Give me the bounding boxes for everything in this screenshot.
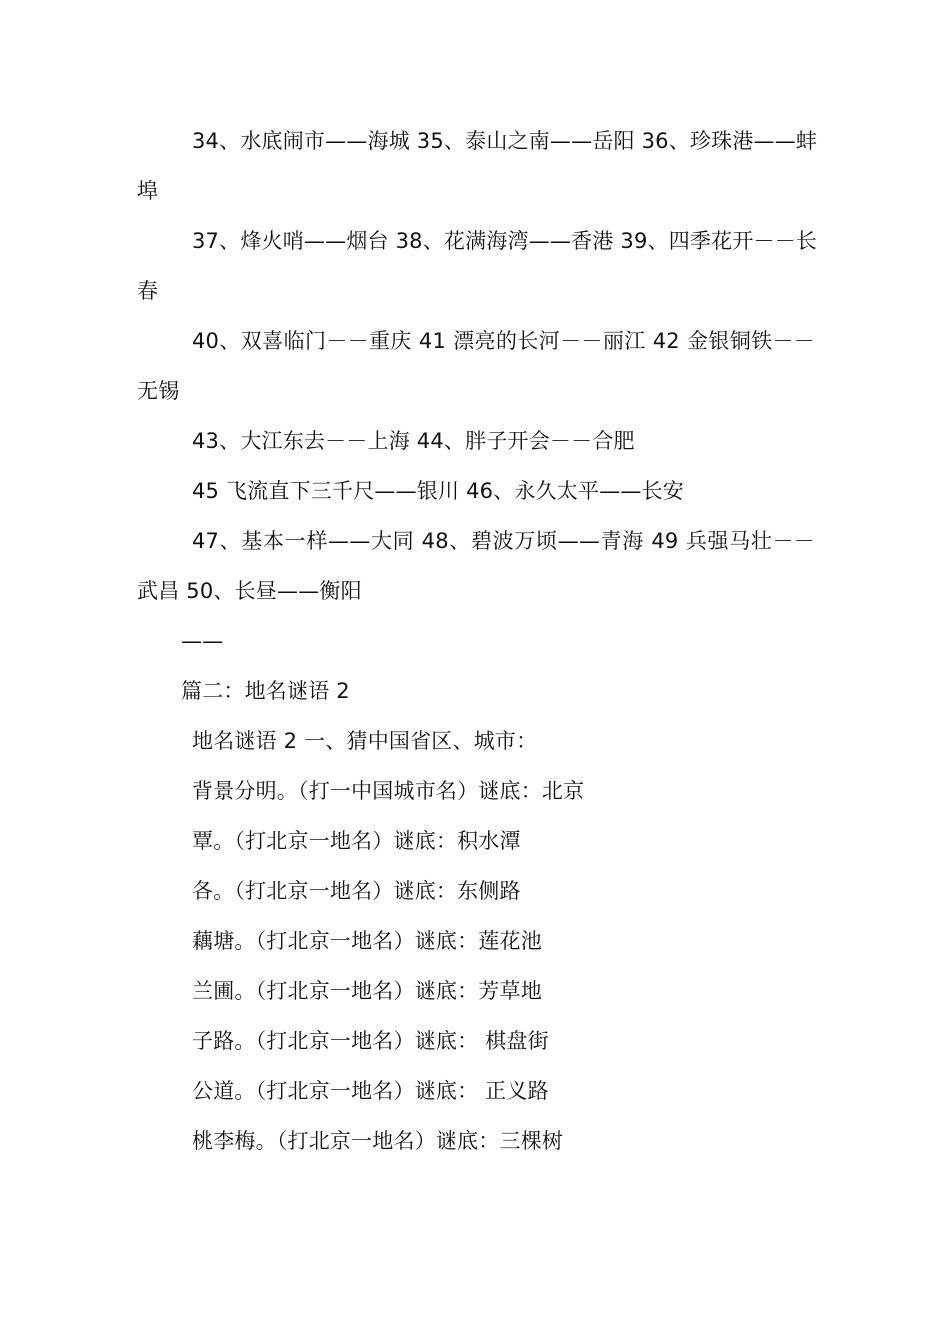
text-line-40-42-cont: 无锡 <box>137 379 180 403</box>
dash-line: —— <box>181 629 224 653</box>
riddle-item: 公道。（打北京一地名）谜底： 正义路 <box>192 1079 549 1103</box>
riddle-item: 背景分明。（打一中国城市名）谜底：北京 <box>192 779 585 803</box>
text-line-40-42: 40、双喜临门－－重庆 41 漂亮的长河－－丽江 42 金银铜铁－－ <box>192 329 815 353</box>
text-line-37-39: 37、烽火哨——烟台 38、花满海湾——香港 39、四季花开－－长 <box>192 229 818 253</box>
text-line-47-50-cont: 武昌 50、长昼——衡阳 <box>137 579 362 603</box>
text-line-45-46: 45 飞流直下三千尺——银川 46、永久太平——长安 <box>192 479 684 503</box>
text-line-34-36-cont: 埠 <box>137 179 159 203</box>
section-heading: 篇二：地名谜语 2 <box>181 679 350 703</box>
riddle-item: 兰圃。（打北京一地名）谜底：芳草地 <box>192 979 542 1003</box>
riddle-item: 藕塘。（打北京一地名）谜底：莲花池 <box>192 929 542 953</box>
text-line-34-36: 34、水底闹市——海城 35、泰山之南——岳阳 36、珍珠港——蚌 <box>192 129 818 153</box>
text-line-43-44: 43、大江东去－－上海 44、胖子开会－－合肥 <box>192 429 635 453</box>
text-line-37-39-cont: 春 <box>137 279 159 303</box>
riddle-item: 覃。（打北京一地名）谜底：积水潭 <box>192 829 521 853</box>
riddle-item: 桃李梅。（打北京一地名）谜底：三棵树 <box>192 1129 564 1153</box>
section-intro: 地名谜语 2 一、猜中国省区、城市： <box>192 729 538 753</box>
text-line-47-49: 47、基本一样——大同 48、碧波万顷——青海 49 兵强马壮－－ <box>192 529 815 553</box>
riddle-item: 子路。（打北京一地名）谜底： 棋盘街 <box>192 1029 549 1053</box>
riddle-item: 各。（打北京一地名）谜底：东侧路 <box>192 879 521 903</box>
